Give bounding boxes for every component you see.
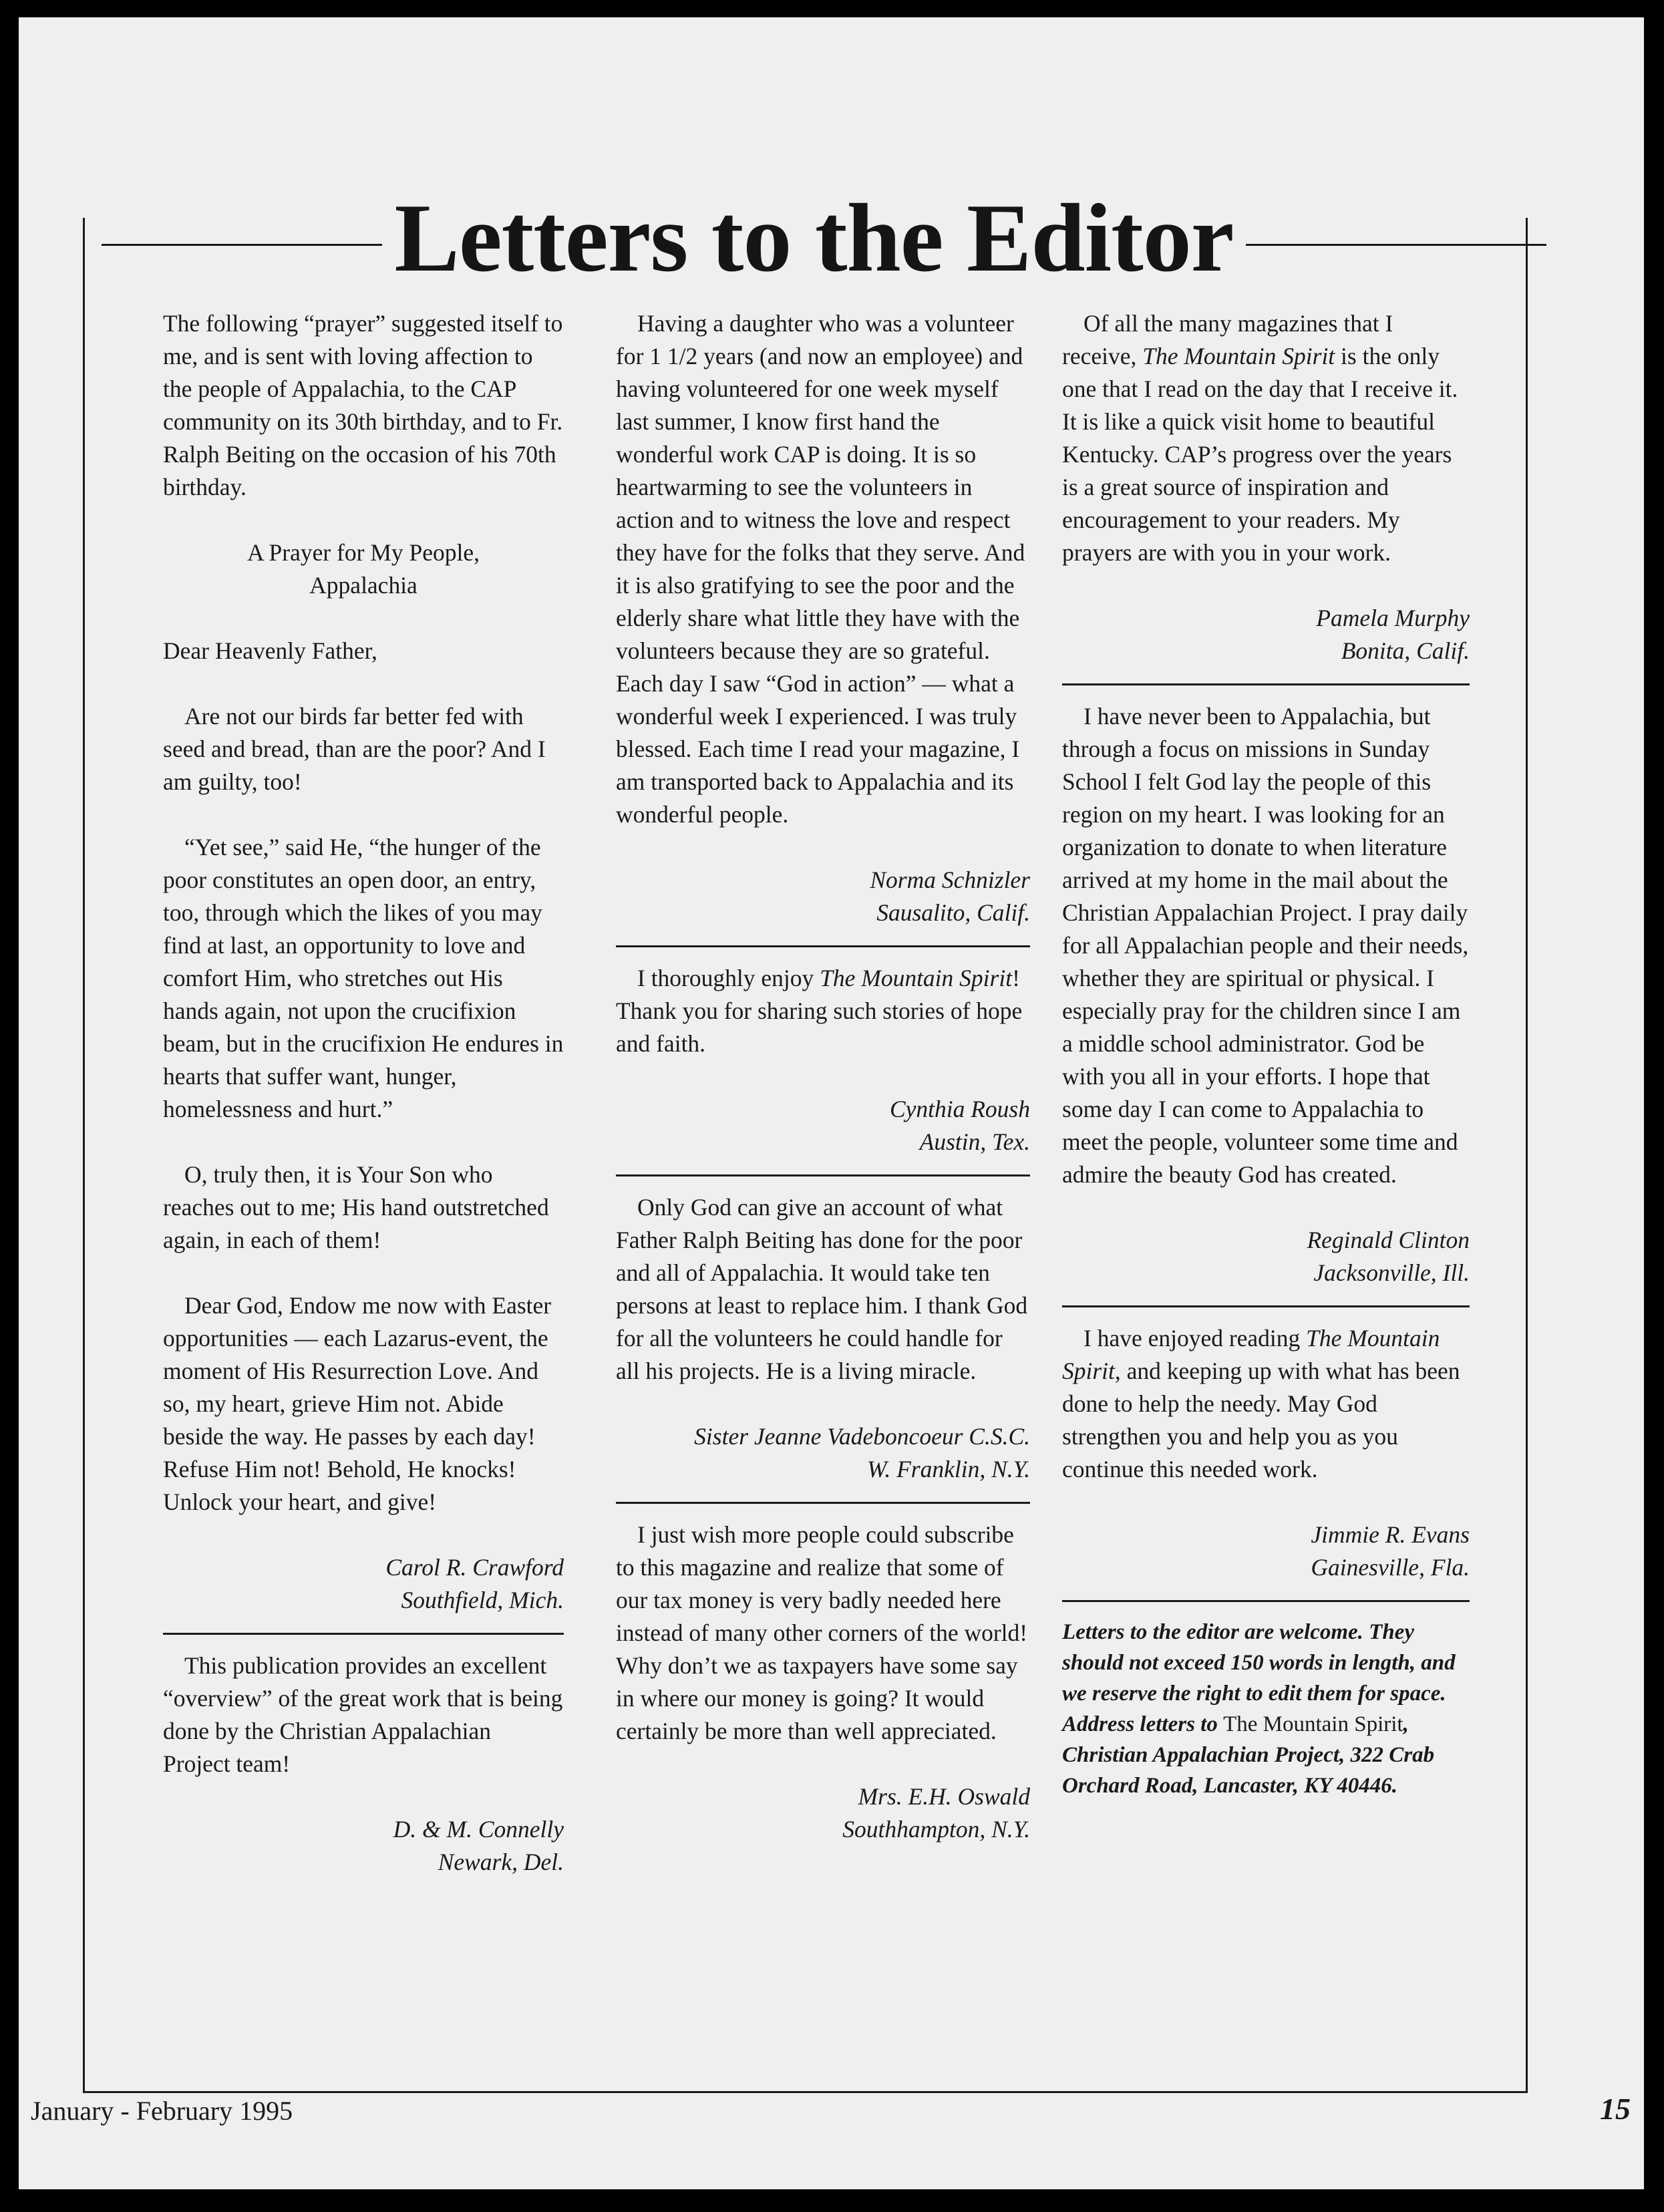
letter-body: I thoroughly enjoy The Mountain Spirit! Thank you for sharing such stories of hope and faith.	[616, 965, 1023, 1057]
letter-divider	[1062, 1600, 1470, 1602]
letter-divider	[616, 1174, 1030, 1176]
letter-divider	[616, 1502, 1030, 1504]
signature-place: Austin, Tex.	[919, 1128, 1030, 1155]
issue-date: January - February 1995	[31, 2096, 293, 2126]
column-3	[1062, 307, 1470, 1801]
signature-place: W. Franklin, N.Y.	[867, 1456, 1030, 1482]
magazine-title: The Mountain Spirit	[1062, 1325, 1440, 1384]
signature-place: Jacksonville, Ill.	[1313, 1259, 1470, 1286]
prayer-paragraph: O, truly then, it is Your Son who reaches out to me; His hand outstretched again, in each of them!	[163, 1161, 549, 1253]
signature-place: Southfield, Mich.	[401, 1587, 564, 1613]
signature-name: Carol R. Crawford	[385, 1554, 564, 1581]
signature-name: Norma Schnizler	[870, 866, 1030, 893]
letter-body: This publication provides an excellent “overview” of the great work that is being done by the Christian Appalachian Project team!	[163, 1652, 563, 1777]
column-2	[616, 307, 1030, 1846]
magazine-title: The Mountain Spirit	[1142, 343, 1335, 369]
magazine-title: The Mountain Spirit	[820, 965, 1013, 991]
prayer-paragraph: Are not our birds far better fed with seed and bread, than are the poor? And I am guilty, too!	[163, 703, 546, 795]
page-number: 15	[1600, 2092, 1631, 2126]
letter-body: I just wish more people could subscribe to this magazine and realize that some of our tax money is very badly needed here instead of many other corners of the world! Why don’t we as taxpayers have some say in where our money is going? It would certainly be more than well appreciated.	[616, 1521, 1028, 1744]
signature-place: Newark, Del.	[438, 1849, 564, 1875]
letter-intro: The following “prayer” suggested itself to me, and is sent with loving affection to the people of Appalachia, to the CAP community on its 30th birthday, and to Fr. Ralph Beiting on the occasion of his 70th birthday.	[163, 310, 563, 500]
prayer-title-line2: Appalachia	[309, 572, 418, 599]
column-1	[163, 307, 564, 1879]
signature-name: Jimmie R. Evans	[1311, 1521, 1470, 1548]
letter-body: Having a daughter who was a volunteer for 1 1/2 years (and now an employee) and having volunteered for one week myself last summer, I know first hand the wonderful work CAP is doing. It is so heartwarming to see the volunteers in action and to witness the love and respect they have for the folks that they serve. And it is also gratifying to see the poor and the elderly share what little they have with the volunteers because they are so grateful. Each day I saw “God in action” — what a wonderful week I experienced. I was truly blessed. Each time I read your magazine, I am transported back to Appalachia and its wonderful people.	[616, 310, 1025, 828]
signature-name: Mrs. E.H. Oswald	[858, 1783, 1030, 1810]
prayer-salutation: Dear Heavenly Father,	[163, 637, 377, 664]
signature-place: Southhampton, N.Y.	[842, 1816, 1030, 1843]
letter-body: Of all the many magazines that I receive, The Mountain Spirit is the only one that I read on the day that I receive it. It is like a quick visit home to beautiful Kentucky. CAP’s progress over the years is a great source of inspiration and encouragement to your readers. My prayers are with you in your work.	[1062, 310, 1458, 566]
letter-divider	[163, 1633, 564, 1635]
signature-name: Cynthia Roush	[889, 1096, 1030, 1122]
page-title: Letters to the Editor	[394, 184, 1234, 292]
signature-name: Sister Jeanne Vadeboncoeur C.S.C.	[694, 1423, 1030, 1450]
signature-place: Sausalito, Calif.	[876, 899, 1030, 926]
prayer-paragraph: Dear God, Endow me now with Easter opportunities — each Lazarus-event, the moment of His Resurrection Love. And so, my heart, grieve Him not. Abide beside the way. He passes by each day! Refuse Him not! Behold, He knocks! Unlock your heart, and give!	[163, 1292, 552, 1515]
letter-divider	[1062, 1305, 1470, 1307]
submission-note: Letters to the editor are welcome. They should not exceed 150 words in length, and we reserve the right to edit them for space. Address letters to The Mountain Spirit, Christian Appalachian Project, 322 Crab Orchard Road, Lancaster, KY 40446.	[1062, 1620, 1456, 1798]
signature-place: Bonita, Calif.	[1341, 637, 1470, 664]
signature-place: Gainesville, Fla.	[1311, 1554, 1470, 1581]
signature-name: Reginald Clinton	[1307, 1227, 1470, 1253]
magazine-name: The Mountain Spirit	[1223, 1712, 1403, 1736]
prayer-paragraph: “Yet see,” said He, “the hunger of the poor constitutes an open door, an entry, too, through which the likes of you may find at last, an opportunity to love and comfort Him, who stretches out His hands again, not upon the crucifixion beam, but in the crucifixion He endures in hearts that suffer want, hunger, homelessness and hurt.”	[163, 834, 564, 1122]
letter-divider	[616, 945, 1030, 947]
letter-body: Only God can give an account of what Father Ralph Beiting has done for the poor and all of Appalachia. It would take ten persons at least to replace him. I thank God for all the volunteers he could handle for all his projects. He is a living miracle.	[616, 1194, 1028, 1384]
signature-name: Pamela Murphy	[1316, 605, 1470, 631]
letter-body: I have never been to Appalachia, but through a focus on missions in Sunday School I felt God lay the people of this region on my heart. I was looking for an organization to donate to when literature arrived at my home in the mail about the Christian Appalachian Project. I pray daily for all Appalachian people and their needs, whether they are spiritual or physical. I especially pray for the children since I am a middle school administrator. God be with you all in your efforts. I hope that some day I can come to Appalachia to meet the people, volunteer some time and admire the beauty God has created.	[1062, 703, 1469, 1188]
letter-divider	[1062, 683, 1470, 685]
letter-body: I have enjoyed reading The Mountain Spirit, and keeping up with what has been done to help the needy. May God strengthen you and help you as you continue this needed work.	[1062, 1325, 1460, 1482]
signature-name: D. & M. Connelly	[393, 1816, 564, 1843]
prayer-title-line1: A Prayer for My People,	[246, 539, 480, 566]
